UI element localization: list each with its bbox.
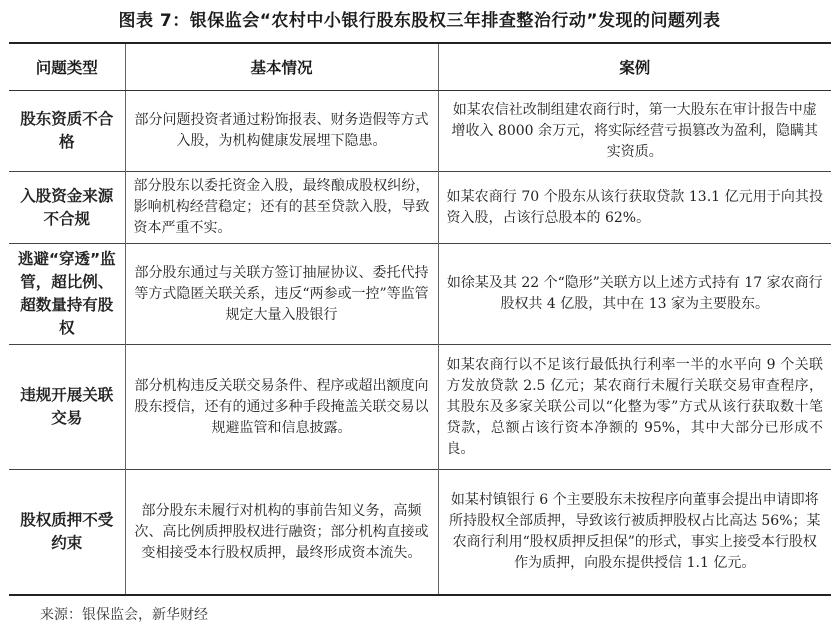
case-cell: 如某农信社改制组建农商行时，第一大股东在审计报告中虚增收入 8000 余万元，将实际经营亏损篡改为盈利，隐瞒其实资质。 (438, 91, 831, 172)
header-case: 案例 (438, 43, 831, 91)
table-row (9, 244, 831, 345)
header-issue-type: 问题类型 (9, 43, 125, 91)
case-cell: 如某村镇银行 6 个主要股东未按程序向董事会提出申请即将所持股权全部质押，导致该行被质押股权占比高达 56%；某农商行利用“股权质押反担保”的形式，事实上接受本行股权作为质押，向股东提供授信 1.1 亿元。 (438, 470, 831, 596)
table-row (9, 345, 831, 470)
case-cell: 如徐某及其 22 个“隐形”关联方以上述方式持有 17 家农商行股权共 4 亿股，其中在 13 家为主要股东。 (438, 244, 831, 345)
table-row (9, 470, 831, 596)
issue-type-cell: 违规开展关联交易 (9, 345, 125, 470)
issue-type-cell: 入股资金来源不合规 (9, 172, 125, 244)
case-cell: 如某农商行 70 个股东从该行获取贷款 13.1 亿元用于向其投资入股，占该行总股本的 62%。 (438, 172, 831, 244)
figure-title: 图表 7：银保监会“农村中小银行股东股权三年排查整治行动”发现的问题列表 (118, 11, 721, 31)
table-header-row (9, 43, 831, 91)
issue-type-cell: 股东资质不合格 (9, 91, 125, 172)
table-row (9, 172, 831, 244)
issue-table (9, 42, 831, 596)
table-row (9, 91, 831, 172)
issue-type-cell: 股权质押不受约束 (9, 470, 125, 596)
issue-table-container (9, 42, 831, 596)
situation-cell: 部分股东以委托资金入股，最终酿成股权纠纷，影响机构经营稳定；还有的甚至贷款入股，导致资本严重不实。 (125, 172, 438, 244)
situation-cell: 部分机构违反关联交易条件、程序或超出额度向股东授信，还有的通过多种手段掩盖关联交易以规避监管和信息披露。 (125, 345, 438, 470)
situation-cell: 部分股东通过与关联方签订抽屉协议、委托代持等方式隐匿关联关系，违反“两参或一控”等监管规定大量入股银行 (125, 244, 438, 345)
header-situation: 基本情况 (125, 43, 438, 91)
source-note: 来源：银保监会，新华财经 (40, 607, 208, 623)
situation-cell: 部分股东未履行对机构的事前告知义务，高频次、高比例质押股权进行融资；部分机构直接或变相接受本行股权质押，最终形成资本流失。 (125, 470, 438, 596)
case-cell: 如某农商行以不足该行最低执行利率一半的水平向 9 个关联方发放贷款 2.5 亿元；某农商行未履行关联交易审查程序，其股东及多家关联公司以“化整为零”方式从该行获取数十笔贷款，总额占该行资本净额的 95%，其中大部分已形成不良。 (438, 345, 831, 470)
issue-type-cell: 逃避“穿透”监管，超比例、超数量持有股权 (9, 244, 125, 345)
situation-cell: 部分问题投资者通过粉饰报表、财务造假等方式入股，为机构健康发展埋下隐患。 (125, 91, 438, 172)
